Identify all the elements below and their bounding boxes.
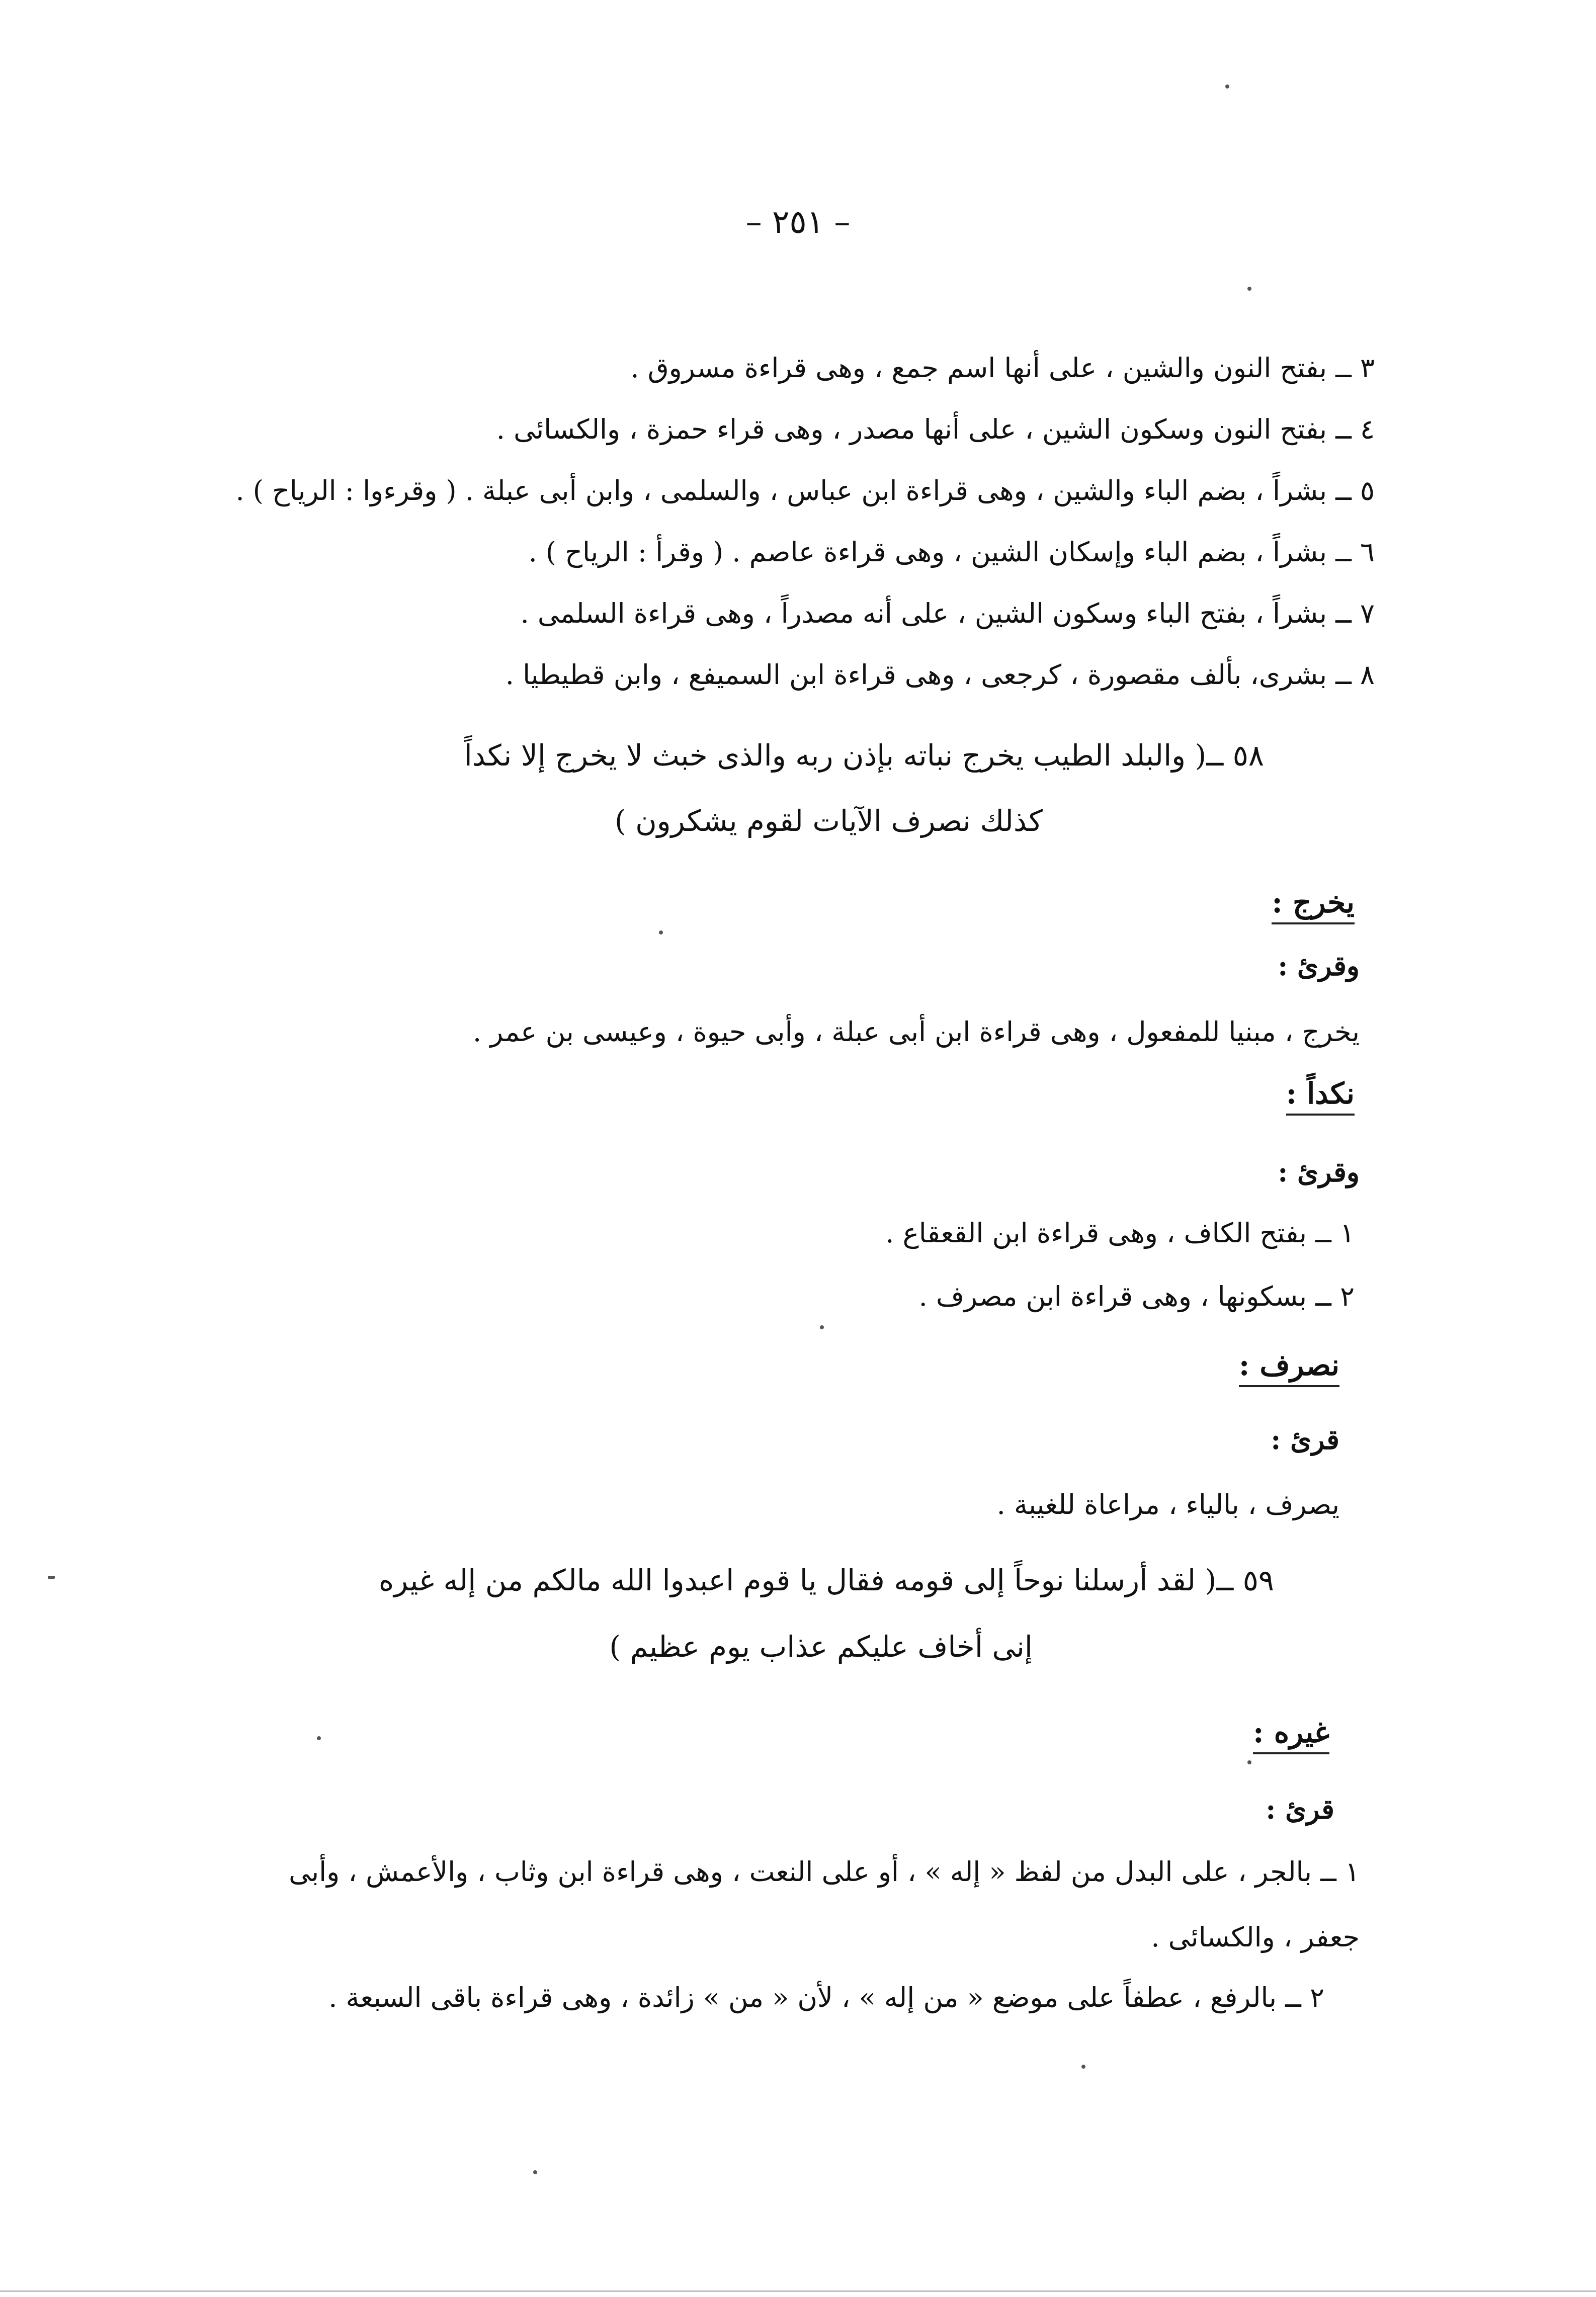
qurie-label: وقرئ : [1278,950,1360,982]
reading-line: يصرف ، بالياء ، مراعاة للغيبة . [996,1489,1339,1520]
page-number: – ٢٥١ – [745,204,851,241]
scan-speck [48,1576,55,1579]
reading-line-3: ٣ ــ بفتح النون والشين ، على أنها اسم جمع ، وهى قراءة مسروق . [630,352,1375,384]
scan-speck [533,2170,537,2174]
qurie-label: قرئ : [1266,1793,1334,1825]
heading-text: غيره : [1253,1715,1329,1754]
scan-speck [820,1325,824,1329]
reading-line-5: ٥ ــ بشراً ، بضم الباء والشين ، وهى قراءة ابن عباس ، والسلمى ، وابن أبى عبلة . ( وقرءوا : الرياح ) . [235,475,1375,506]
reading-line-4: ٤ ــ بفتح النون وسكون الشين ، على أنها مصدر ، وهى قراء حمزة ، والكسائى . [496,413,1375,445]
reading-line-1: ١ ــ بفتح الكاف ، وهى قراءة ابن القعقاع . [885,1217,1355,1249]
scan-speck [659,930,663,934]
scan-speck [1081,2065,1085,2069]
reading-line-8: ٨ ــ بشرى، بألف مقصورة ، كرجعى ، وهى قراءة ابن السميفع ، وابن قطيطيا . [505,659,1375,691]
verse-59-line-1: ٥٩ ــ( لقد أرسلنا نوحاً إلى قومه فقال يا قوم اعبدوا الله مالكم من إله غيره [378,1563,1274,1597]
section-heading-nakidan [1286,1076,1355,1116]
verse-58-line-1: ٥٨ ــ( والبلد الطيب يخرج نباته بإذن ربه والذى خبث لا يخرج إلا نكداً [464,738,1264,773]
reading-line-6: ٦ ــ بشراً ، بضم الباء وإسكان الشين ، وهى قراءة عاصم . ( وقرأ : الرياح ) . [528,536,1375,568]
verse-59-line-2: إنى أخاف عليكم عذاب يوم عظيم ) [609,1630,1033,1664]
scan-speck [1225,84,1229,89]
qurie-label: وقرئ : [1278,1156,1360,1188]
heading-text: يخرج : [1272,885,1355,924]
reading-line-1b: جعفر ، والكسائى . [1151,1921,1360,1953]
qurie-label: قرئ : [1271,1423,1339,1456]
section-heading-yakhruj [1272,885,1355,924]
scan-speck [1247,287,1251,291]
scan-speck [1247,1760,1251,1764]
heading-text: نكداً : [1286,1076,1355,1116]
section-heading-nusarrif [1239,1348,1339,1387]
reading-line-2: ٢ ــ بسكونها ، وهى قراءة ابن مصرف . [918,1281,1355,1312]
reading-line-7: ٧ ــ بشراً ، بفتح الباء وسكون الشين ، على أنه مصدراً ، وهى قراءة السلمى . [520,598,1375,629]
verse-58-line-2: كذلك نصرف الآيات لقوم يشكرون ) [615,804,1043,838]
section-heading-ghairuhu [1253,1715,1329,1754]
reading-line-1a: ١ ــ بالجر ، على البدل من لفظ « إله » ، أو على النعت ، وهى قراءة ابن وثاب ، والأعمش ، وأبى [289,1856,1360,1888]
heading-text: نصرف : [1239,1348,1339,1387]
reading-line-2: ٢ ــ بالرفع ، عطفاً على موضع « من إله » ، لأن « من » زائدة ، وهى قراءة باقى السبعة . [328,1982,1324,2013]
scan-speck [317,1736,321,1740]
reading-line: يخرج ، مبنيا للمفعول ، وهى قراءة ابن أبى عبلة ، وأبى حيوة ، وعيسى بن عمر . [472,1016,1360,1048]
page-bottom-border [0,2290,1596,2292]
